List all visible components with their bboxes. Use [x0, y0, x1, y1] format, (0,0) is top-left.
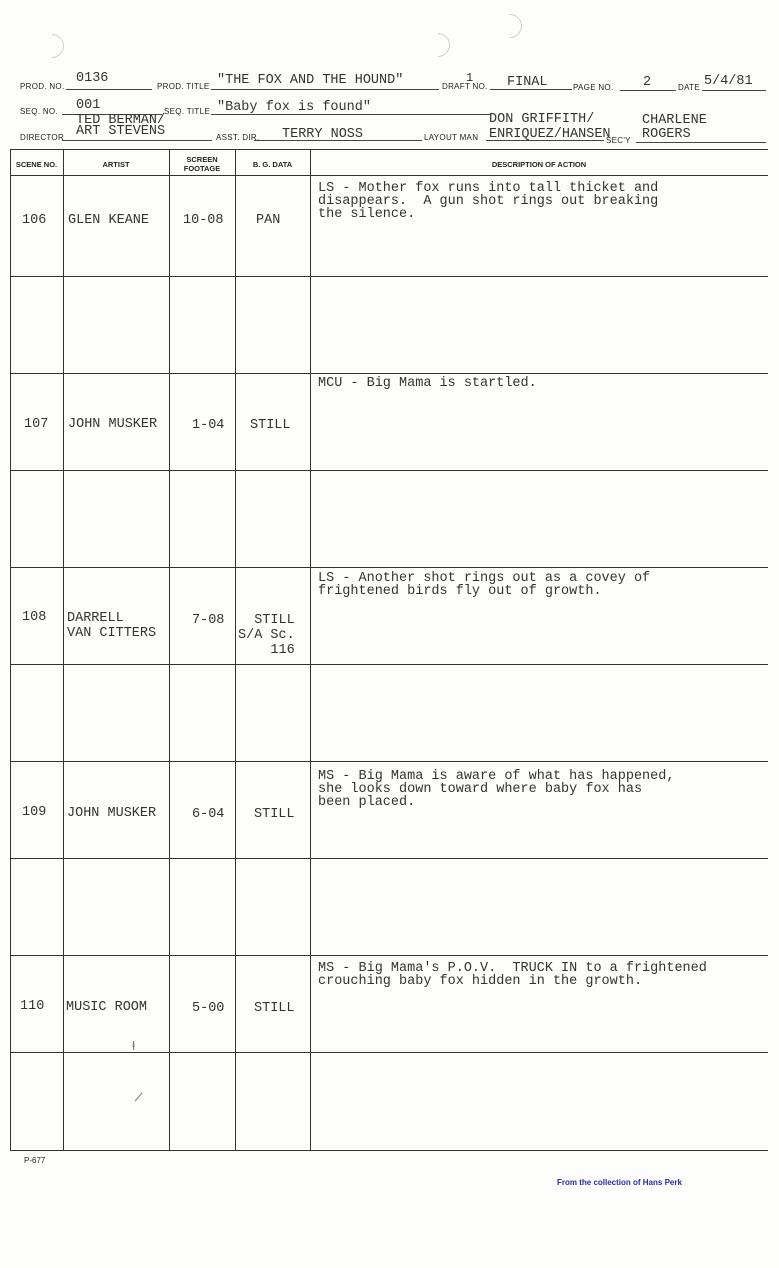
- column-header-artist: ARTIST: [102, 159, 130, 169]
- seq-title-value: "Baby fox is found": [217, 100, 371, 115]
- layout-man-label: LAYOUT MAN: [424, 133, 479, 142]
- scene-footage: 5-00: [192, 1001, 225, 1016]
- director-line-1: TED BERMAN/: [76, 113, 166, 128]
- punch-hole-center: [421, 28, 455, 62]
- director-label: DIRECTOR: [20, 133, 65, 142]
- scene-artist: JOHN MUSKER: [67, 806, 157, 821]
- secy-label: SEC'Y: [606, 136, 631, 145]
- draft-no-value: 1: [466, 71, 474, 85]
- scene-number: 108: [22, 610, 47, 625]
- layout-man-line-1: DON GRIFFITH/: [489, 112, 595, 127]
- draft-status-value: FINAL: [507, 75, 548, 90]
- seq-title-label: SEQ. TITLE: [164, 107, 210, 116]
- page-no-label: PAGE NO.: [573, 83, 614, 92]
- date-label: DATE: [678, 83, 700, 92]
- pencil-mark: ⱡ: [130, 1040, 138, 1054]
- prod-no-label: PROD. NO.: [20, 82, 65, 91]
- pencil-mark: |: [131, 1089, 146, 1105]
- scene-number: 109: [22, 805, 47, 820]
- scene-description: LS - Mother fox runs into tall thicket and disappears. A gun shot rings out breaking the silence.: [318, 181, 659, 222]
- layout-man-line-2: ENRIQUEZ/HANSEN: [489, 127, 611, 142]
- seq-no-value: 001: [76, 98, 101, 113]
- scene-bg-data: STILL: [254, 1001, 295, 1016]
- asst-dir-label: ASST. DIR.: [216, 133, 260, 142]
- scene-description: MS - Big Mama is aware of what has happened, she looks down toward where baby fox has been placed.: [318, 769, 675, 810]
- asst-dir-value: TERRY NOSS: [282, 127, 364, 142]
- scene-description: MS - Big Mama's P.O.V. TRUCK IN to a frightened crouching baby fox hidden in the growth.: [318, 961, 707, 989]
- secy-line-2: ROGERS: [642, 127, 691, 142]
- scene-footage: 7-08: [192, 613, 225, 628]
- scene-artist: DARRELL VAN CITTERS: [67, 611, 157, 641]
- column-header-description: DESCRIPTION OF ACTION: [491, 159, 587, 169]
- punch-hole-left: [35, 29, 69, 63]
- collection-credit: From the collection of Hans Perk: [557, 1178, 682, 1187]
- scene-number: 106: [22, 213, 47, 228]
- column-header-screen-footage: SCREEN FOOTAGE: [183, 155, 221, 173]
- scene-bg-data: STILL: [250, 418, 291, 433]
- scene-artist: JOHN MUSKER: [68, 417, 158, 432]
- scene-bg-data: PAN: [256, 213, 281, 228]
- punch-hole-right: [493, 9, 527, 43]
- director-line-2: ART STEVENS: [76, 124, 166, 139]
- scene-bg-data: STILL: [254, 807, 295, 822]
- scene-bg-data: STILL S/A Sc. 116: [238, 613, 295, 658]
- scene-artist: GLEN KEANE: [68, 213, 150, 228]
- seq-no-label: SEQ. NO.: [20, 107, 58, 116]
- scene-description: LS - Another shot rings out as a covey of frightened birds fly out of growth.: [318, 571, 651, 599]
- prod-no-value: 0136: [76, 71, 109, 86]
- date-value: 5/4/81: [704, 74, 753, 89]
- secy-line-1: CHARLENE: [642, 113, 707, 128]
- scene-description: MCU - Big Mama is startled.: [318, 376, 537, 391]
- form-number: P-677: [24, 1156, 46, 1165]
- scene-number: 110: [20, 999, 45, 1014]
- page-no-value: 2: [643, 75, 652, 90]
- prod-title-value: "THE FOX AND THE HOUND": [217, 73, 404, 88]
- draft-no-label: DRAFT NO.: [442, 82, 488, 91]
- scene-number: 107: [24, 417, 49, 432]
- column-header-scene-no: SCENE NO.: [15, 159, 58, 169]
- scene-footage: 10-08: [183, 213, 224, 228]
- prod-title-label: PROD. TITLE: [157, 82, 210, 91]
- column-header-bg-data: B. G. DATA: [252, 159, 293, 169]
- scene-footage: 1-04: [192, 418, 225, 433]
- scene-artist: MUSIC ROOM: [66, 1000, 148, 1015]
- scene-footage: 6-04: [192, 807, 225, 822]
